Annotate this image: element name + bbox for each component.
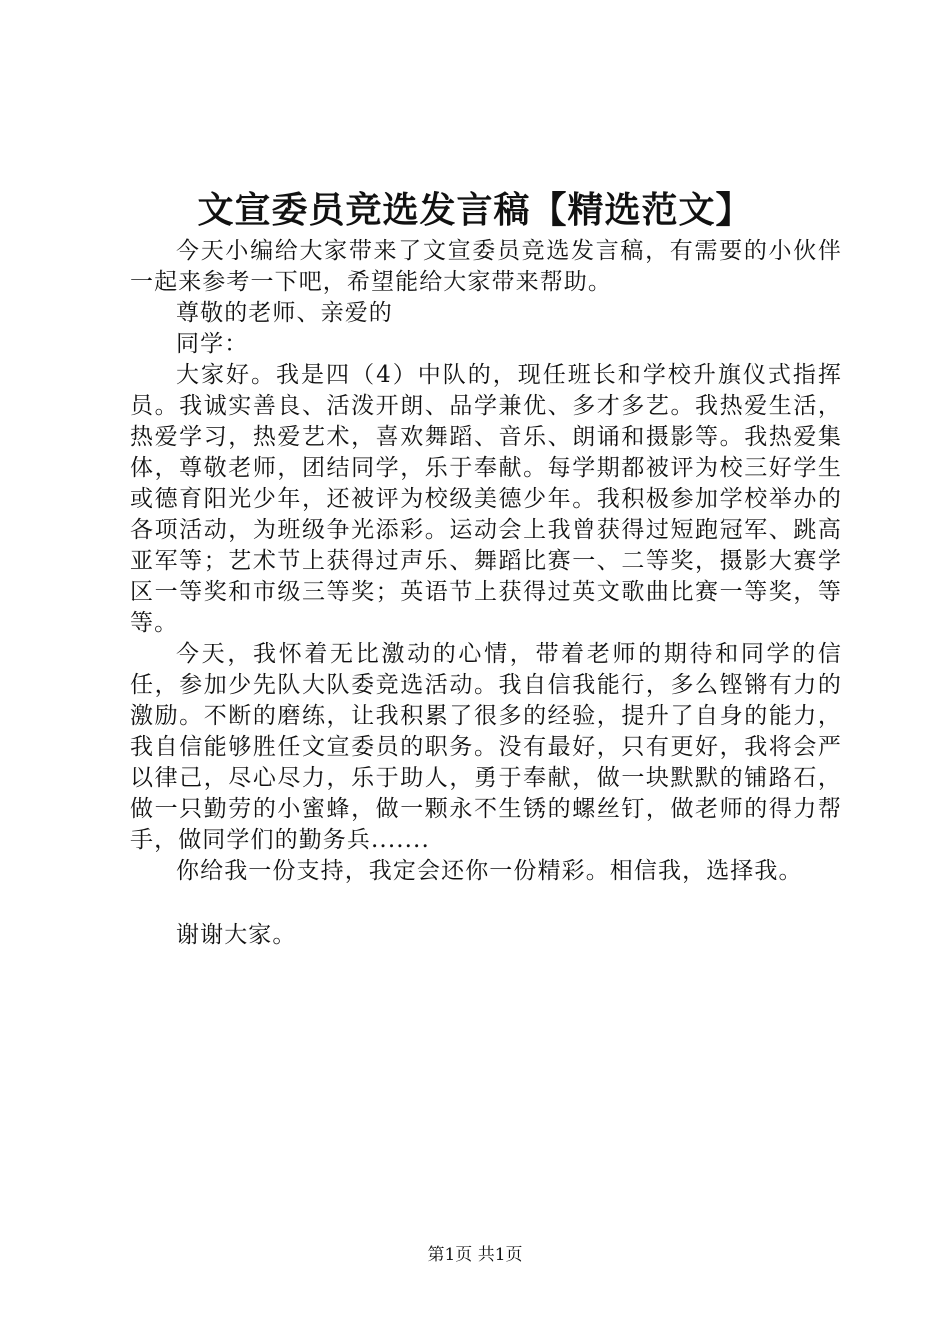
paragraph-self-introduction: 大家好。我是四（4）中队的，现任班长和学校升旗仪式指挥员。我诚实善良、活泼开朗、品学兼优、多才多艺。我热爱生活，热爱学习，热爱艺术，喜欢舞蹈、音乐、朗诵和摄影等。我热爱集体，尊敬老师，团结同学，乐于奉献。每学期都被评为校三好学生或德育阳光少年，还被评为校级美德少年。我积极参加学校举办的各项活动，为班级争光添彩。运动会上我曾获得过短跑冠军、跳高亚军等；艺术节上获得过声乐、舞蹈比赛一、二等奖，摄影大赛学区一等奖和市级三等奖；英语节上获得过英文歌曲比赛一等奖，等等。 [130,362,842,636]
paragraph-salutation-cont: 同学： [176,331,249,357]
paragraph-thanks: 谢谢大家。 [176,922,297,948]
page-footer: 第1页 共1页 [427,1245,523,1265]
paragraph-appeal: 你给我一份支持，我定会还你一份精彩。相信我，选择我。 [176,858,803,884]
paragraph-intro: 今天小编给大家带来了文宣委员竞选发言稿，有需要的小伙伴一起来参考一下吧，希望能给大家带来帮助。 [130,238,842,295]
document-title: 文宣委员竞选发言稿【精选范文】 [197,189,753,231]
paragraph-campaign: 今天，我怀着无比激动的心情，带着老师的期待和同学的信任，参加少先队大队委竞选活动。我自信我能行，多么铿锵有力的激励。不断的磨练，让我积累了很多的经验，提升了自身的能力，我自信能够胜任文宣委员的职务。没有最好，只有更好，我将会严以律己，尽心尽力，乐于助人，勇于奉献，做一块默默的铺路石，做一只勤劳的小蜜蜂，做一颗永不生锈的螺丝钉，做老师的得力帮手，做同学们的勤务兵....... [130,641,842,853]
paragraph-salutation: 尊敬的老师、亲爱的 [176,300,393,326]
document-body [130,236,842,951]
